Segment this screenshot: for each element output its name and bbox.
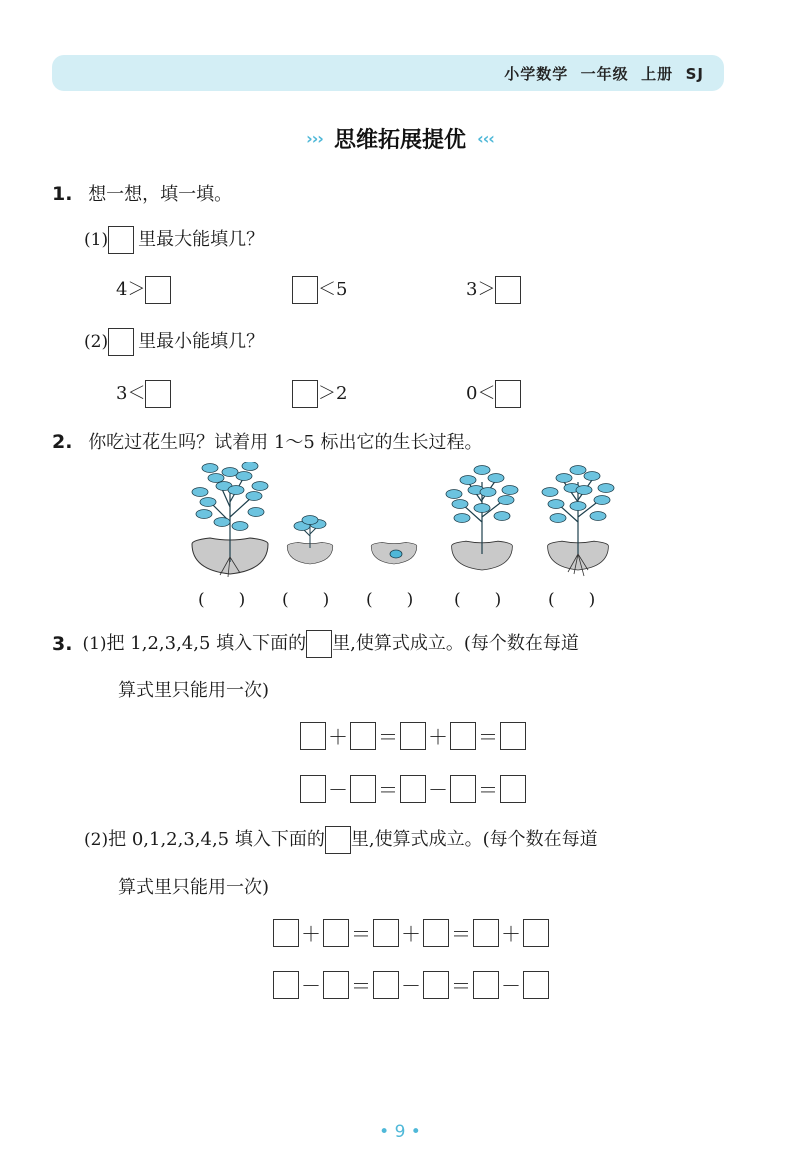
- answer-box[interactable]: [495, 276, 521, 304]
- subject-label: 小学数学: [504, 65, 569, 83]
- blank-1[interactable]: ( ): [198, 590, 246, 610]
- q2-number: 2.: [52, 431, 73, 453]
- q3-part2-equation-sub: [273, 970, 549, 999]
- answer-box[interactable]: [523, 971, 549, 999]
- item-right: ＞2: [318, 383, 348, 404]
- plant-stage-seedling: [287, 516, 333, 565]
- q1-part2-label: (2): [84, 332, 109, 352]
- answer-box[interactable]: [423, 919, 449, 947]
- minus-sign: －: [428, 778, 448, 802]
- q3-part1-equation-add: [300, 721, 526, 750]
- answer-box[interactable]: [423, 971, 449, 999]
- peanut-growth-illustration: [180, 462, 620, 582]
- q1-part1-item-1: [116, 276, 171, 304]
- q1-number: 1.: [52, 183, 73, 205]
- q3-part1-text-b: 里,使算式成立。(每个数在每道: [332, 633, 579, 654]
- q1-part1-label: (1): [84, 230, 109, 250]
- equals-sign: ＝: [351, 974, 371, 998]
- left-arrows-icon: ›››: [306, 129, 323, 148]
- equals-sign: ＝: [478, 778, 498, 802]
- plus-sign: ＋: [301, 922, 321, 946]
- q2-stem: [52, 428, 483, 457]
- q3-part2-equation-add: [273, 918, 549, 947]
- item-left: 0＜: [466, 383, 496, 404]
- q1-stem: [52, 180, 232, 209]
- plus-sign: ＋: [501, 922, 521, 946]
- header-band: [52, 55, 724, 91]
- answer-box[interactable]: [273, 919, 299, 947]
- q1-text: 想一想，填一填。: [88, 184, 233, 205]
- blank-2[interactable]: ( ): [282, 590, 330, 610]
- answer-box[interactable]: [450, 775, 476, 803]
- volume-label: 上册: [641, 65, 674, 83]
- q3-part2-label: (2): [84, 830, 109, 850]
- book-info: [504, 63, 704, 84]
- q1-part1-item-2: [292, 276, 347, 304]
- plant-stage-large-1: [192, 462, 268, 577]
- section-heading: [0, 123, 800, 154]
- blank-3[interactable]: ( ): [366, 590, 414, 610]
- q1-part2-text: 里最小能填几？: [138, 331, 265, 352]
- plant-stage-flowering: [446, 466, 518, 571]
- answer-box[interactable]: [400, 775, 426, 803]
- q1-part1-stem: [84, 226, 264, 254]
- answer-box[interactable]: [350, 775, 376, 803]
- q3-part1-label: (1): [82, 634, 107, 654]
- minus-sign: －: [328, 778, 348, 802]
- q1-part2-stem: [84, 328, 264, 356]
- item-left: 3＞: [466, 279, 496, 300]
- answer-box[interactable]: [292, 276, 318, 304]
- blank-4[interactable]: ( ): [454, 590, 502, 610]
- equals-sign: ＝: [478, 725, 498, 749]
- page-number: • 9 •: [379, 1122, 421, 1142]
- answer-box[interactable]: [500, 775, 526, 803]
- answer-box[interactable]: [300, 722, 326, 750]
- q2-text: 你吃过花生吗？试着用 1～5 标出它的生长过程。: [88, 432, 483, 453]
- q3-part2-line2: 算式里只能用一次): [118, 877, 270, 898]
- q1-part2-item-3: [466, 380, 521, 408]
- answer-box[interactable]: [400, 722, 426, 750]
- minus-sign: －: [401, 974, 421, 998]
- answer-box[interactable]: [500, 722, 526, 750]
- answer-box: [306, 630, 332, 658]
- answer-box[interactable]: [373, 919, 399, 947]
- answer-box[interactable]: [350, 722, 376, 750]
- q3-number: 3.: [52, 633, 73, 655]
- q1-part2-item-2: [292, 380, 347, 408]
- answer-box[interactable]: [373, 971, 399, 999]
- answer-box[interactable]: [108, 328, 134, 356]
- item-right: ＜5: [318, 279, 348, 300]
- equals-sign: ＝: [378, 725, 398, 749]
- right-arrows-icon: ‹‹‹: [477, 129, 494, 148]
- answer-box[interactable]: [323, 919, 349, 947]
- answer-box[interactable]: [523, 919, 549, 947]
- answer-box[interactable]: [473, 971, 499, 999]
- equals-sign: ＝: [378, 778, 398, 802]
- blank-5[interactable]: ( ): [548, 590, 596, 610]
- q3-part2-stem: [84, 826, 598, 854]
- answer-box[interactable]: [473, 919, 499, 947]
- q1-part2-item-1: [116, 380, 171, 408]
- answer-box[interactable]: [145, 380, 171, 408]
- answer-box: [325, 826, 351, 854]
- minus-sign: －: [501, 974, 521, 998]
- answer-box[interactable]: [450, 722, 476, 750]
- q1-part1-item-3: [466, 276, 521, 304]
- equals-sign: ＝: [451, 922, 471, 946]
- equals-sign: ＝: [351, 922, 371, 946]
- edition-label: SJ: [685, 65, 704, 83]
- item-left: 3＜: [116, 383, 146, 404]
- q3-part1-stem: [52, 630, 579, 658]
- grade-label: 一年级: [580, 65, 629, 83]
- plant-stage-large-2: [542, 466, 614, 577]
- plant-stage-seed: [371, 542, 417, 564]
- minus-sign: －: [301, 974, 321, 998]
- answer-box[interactable]: [108, 226, 134, 254]
- answer-box[interactable]: [273, 971, 299, 999]
- equals-sign: ＝: [451, 974, 471, 998]
- plus-sign: ＋: [428, 725, 448, 749]
- item-left: 4＞: [116, 279, 146, 300]
- answer-box[interactable]: [495, 380, 521, 408]
- answer-box[interactable]: [300, 775, 326, 803]
- q3-part1-text-a: 把 1,2,3,4,5 填入下面的: [106, 633, 307, 654]
- answer-box[interactable]: [292, 380, 318, 408]
- q3-part2-text-a: 把 0,1,2,3,4,5 填入下面的: [108, 829, 325, 850]
- plus-sign: ＋: [328, 725, 348, 749]
- answer-box[interactable]: [323, 971, 349, 999]
- q3-part1-equation-sub: [300, 774, 526, 803]
- q3-part1-line2: 算式里只能用一次): [118, 680, 270, 701]
- section-title: 思维拓展提优: [333, 128, 466, 153]
- q1-part1-text: 里最大能填几？: [138, 229, 265, 250]
- answer-box[interactable]: [145, 276, 171, 304]
- plus-sign: ＋: [401, 922, 421, 946]
- q3-part2-text-b: 里,使算式成立。(每个数在每道: [350, 829, 598, 850]
